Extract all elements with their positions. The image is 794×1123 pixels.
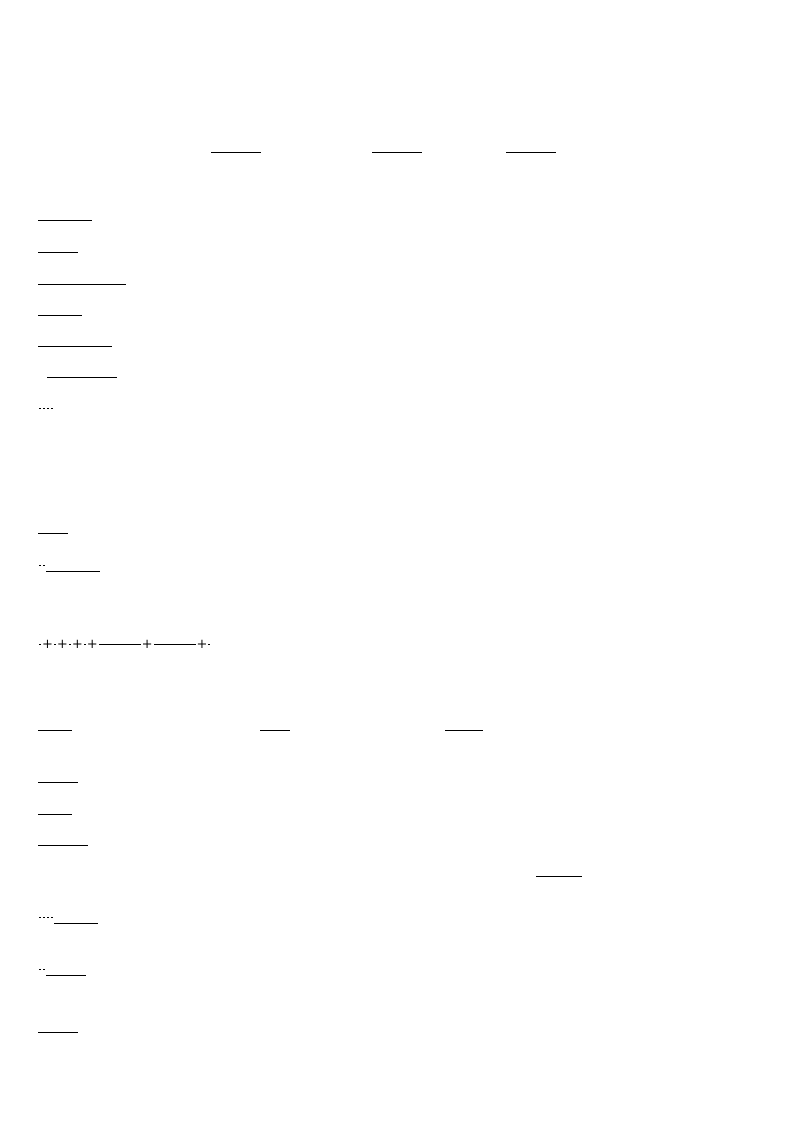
answer-blank[interactable] <box>38 802 72 815</box>
fraction <box>208 644 210 645</box>
question-13 <box>38 833 88 849</box>
number-line[interactable] <box>40 436 470 492</box>
answer-blank[interactable] <box>38 240 78 253</box>
question-7 <box>38 521 68 537</box>
answer-blank[interactable] <box>54 911 98 924</box>
plus-sign: + <box>42 636 53 652</box>
question-17 <box>38 1020 78 1036</box>
q9-expression <box>38 624 211 664</box>
question-5-cont <box>47 365 117 381</box>
grade-field[interactable] <box>372 140 422 156</box>
school-blank[interactable] <box>211 140 261 153</box>
fraction <box>39 565 41 566</box>
answer-blank[interactable] <box>82 272 126 285</box>
q10-item-3 <box>445 718 483 734</box>
answer-blank[interactable] <box>46 559 100 572</box>
question-5 <box>38 334 112 350</box>
question-2 <box>38 240 78 256</box>
question-16 <box>38 950 86 988</box>
name-blank[interactable] <box>506 140 556 153</box>
answer-blank[interactable] <box>260 718 290 731</box>
fraction[interactable] <box>99 644 141 645</box>
question-14-answer <box>536 864 582 880</box>
plus-sign: + <box>196 636 208 652</box>
question-3 <box>38 272 126 288</box>
plus-sign: + <box>141 636 153 652</box>
question-11 <box>38 770 78 786</box>
fraction <box>69 644 71 645</box>
q10-item-2 <box>260 718 290 734</box>
fraction <box>51 917 53 918</box>
grade-blank[interactable] <box>372 140 422 153</box>
plus-sign: + <box>71 636 83 652</box>
question-15 <box>38 898 98 936</box>
fraction <box>84 644 86 645</box>
answer-blank[interactable] <box>46 963 86 976</box>
school-field[interactable] <box>211 140 261 156</box>
fraction <box>39 969 41 970</box>
fraction <box>39 917 41 918</box>
fraction <box>39 408 41 409</box>
answer-blank[interactable] <box>38 334 112 347</box>
question-8 <box>38 548 100 582</box>
question-1 <box>38 208 92 224</box>
fraction <box>51 408 53 409</box>
question-4 <box>38 303 82 319</box>
plus-sign: + <box>56 636 68 652</box>
answer-blank[interactable] <box>445 718 483 731</box>
fraction <box>47 408 49 409</box>
fraction <box>43 969 45 970</box>
q10-item-1 <box>38 718 72 734</box>
answer-blank[interactable] <box>38 521 68 534</box>
name-field[interactable] <box>506 140 556 156</box>
answer-blank[interactable] <box>38 833 88 846</box>
answer-blank[interactable] <box>38 208 92 221</box>
fraction <box>43 917 45 918</box>
question-12 <box>38 802 72 818</box>
answer-blank[interactable] <box>38 1020 78 1033</box>
answer-blank[interactable] <box>536 864 582 877</box>
answer-blank[interactable] <box>38 303 82 316</box>
answer-blank[interactable] <box>47 365 87 378</box>
fraction <box>43 565 45 566</box>
question-6 <box>38 390 54 426</box>
plus-sign: + <box>86 636 98 652</box>
fraction <box>43 408 45 409</box>
answer-blank[interactable] <box>38 770 78 783</box>
answer-blank[interactable] <box>38 718 72 731</box>
answer-blank[interactable] <box>38 272 82 285</box>
answer-blank[interactable] <box>87 365 117 378</box>
fraction <box>54 644 56 645</box>
fraction <box>47 917 49 918</box>
fraction <box>39 644 41 645</box>
fraction[interactable] <box>154 644 196 645</box>
